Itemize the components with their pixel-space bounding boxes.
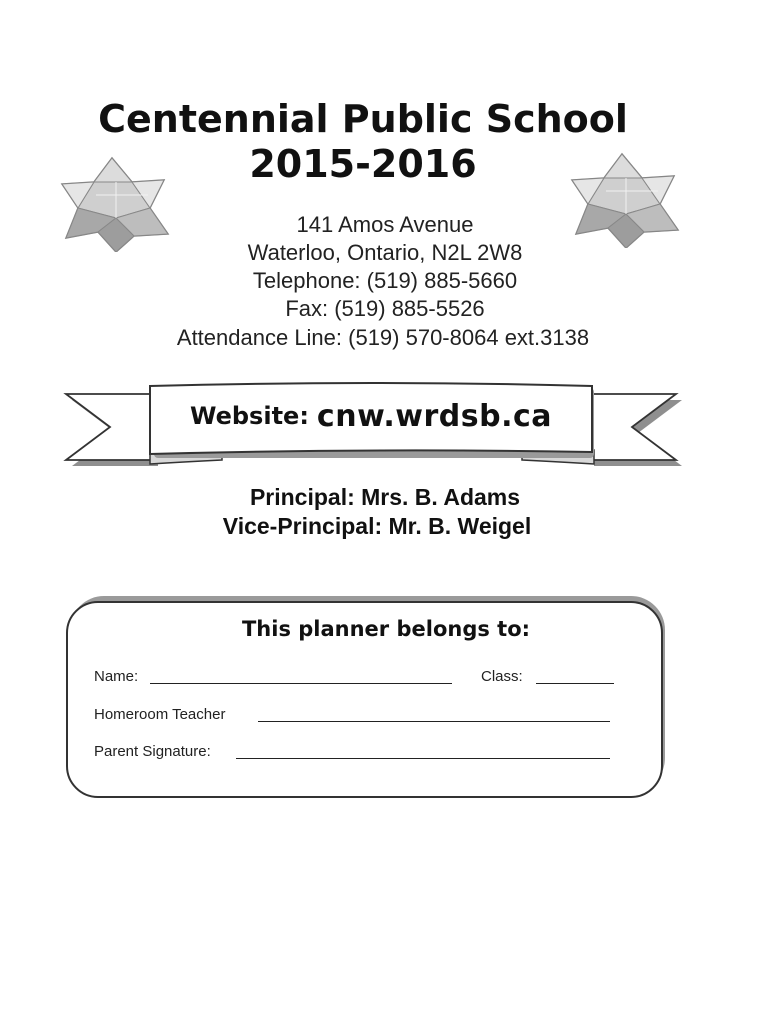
telephone: Telephone: (519) 885-5660: [252, 268, 518, 293]
website-label: Website:: [189, 402, 309, 430]
name-field[interactable]: [150, 683, 452, 684]
name-label: Name:: [94, 668, 139, 685]
school-year: 2015-2016: [249, 142, 477, 186]
class-label: Class:: [481, 668, 523, 685]
vice-principal: Vice-Principal: Mr. B. Weigel: [222, 513, 532, 539]
city-address: Waterloo, Ontario, N2L 2W8: [247, 240, 523, 265]
school-name: Centennial Public School: [98, 97, 628, 141]
parent-signature-label: Parent Signature:: [94, 743, 211, 760]
homeroom-teacher-field[interactable]: [258, 721, 610, 722]
street-address: 141 Amos Avenue: [296, 212, 474, 237]
fax: Fax: (519) 885-5526: [285, 296, 485, 321]
homeroom-teacher-label: Homeroom Teacher: [94, 706, 226, 723]
parent-signature-field[interactable]: [236, 758, 610, 759]
website-line: [150, 393, 592, 439]
attendance-line: Attendance Line: (519) 570-8064 ext.3138: [176, 325, 590, 350]
planner-heading: This planner belongs to:: [241, 617, 531, 641]
principal: Principal: Mrs. B. Adams: [249, 484, 521, 510]
website-url[interactable]: cnw.wrdsb.ca: [316, 398, 552, 434]
class-field[interactable]: [536, 683, 614, 684]
